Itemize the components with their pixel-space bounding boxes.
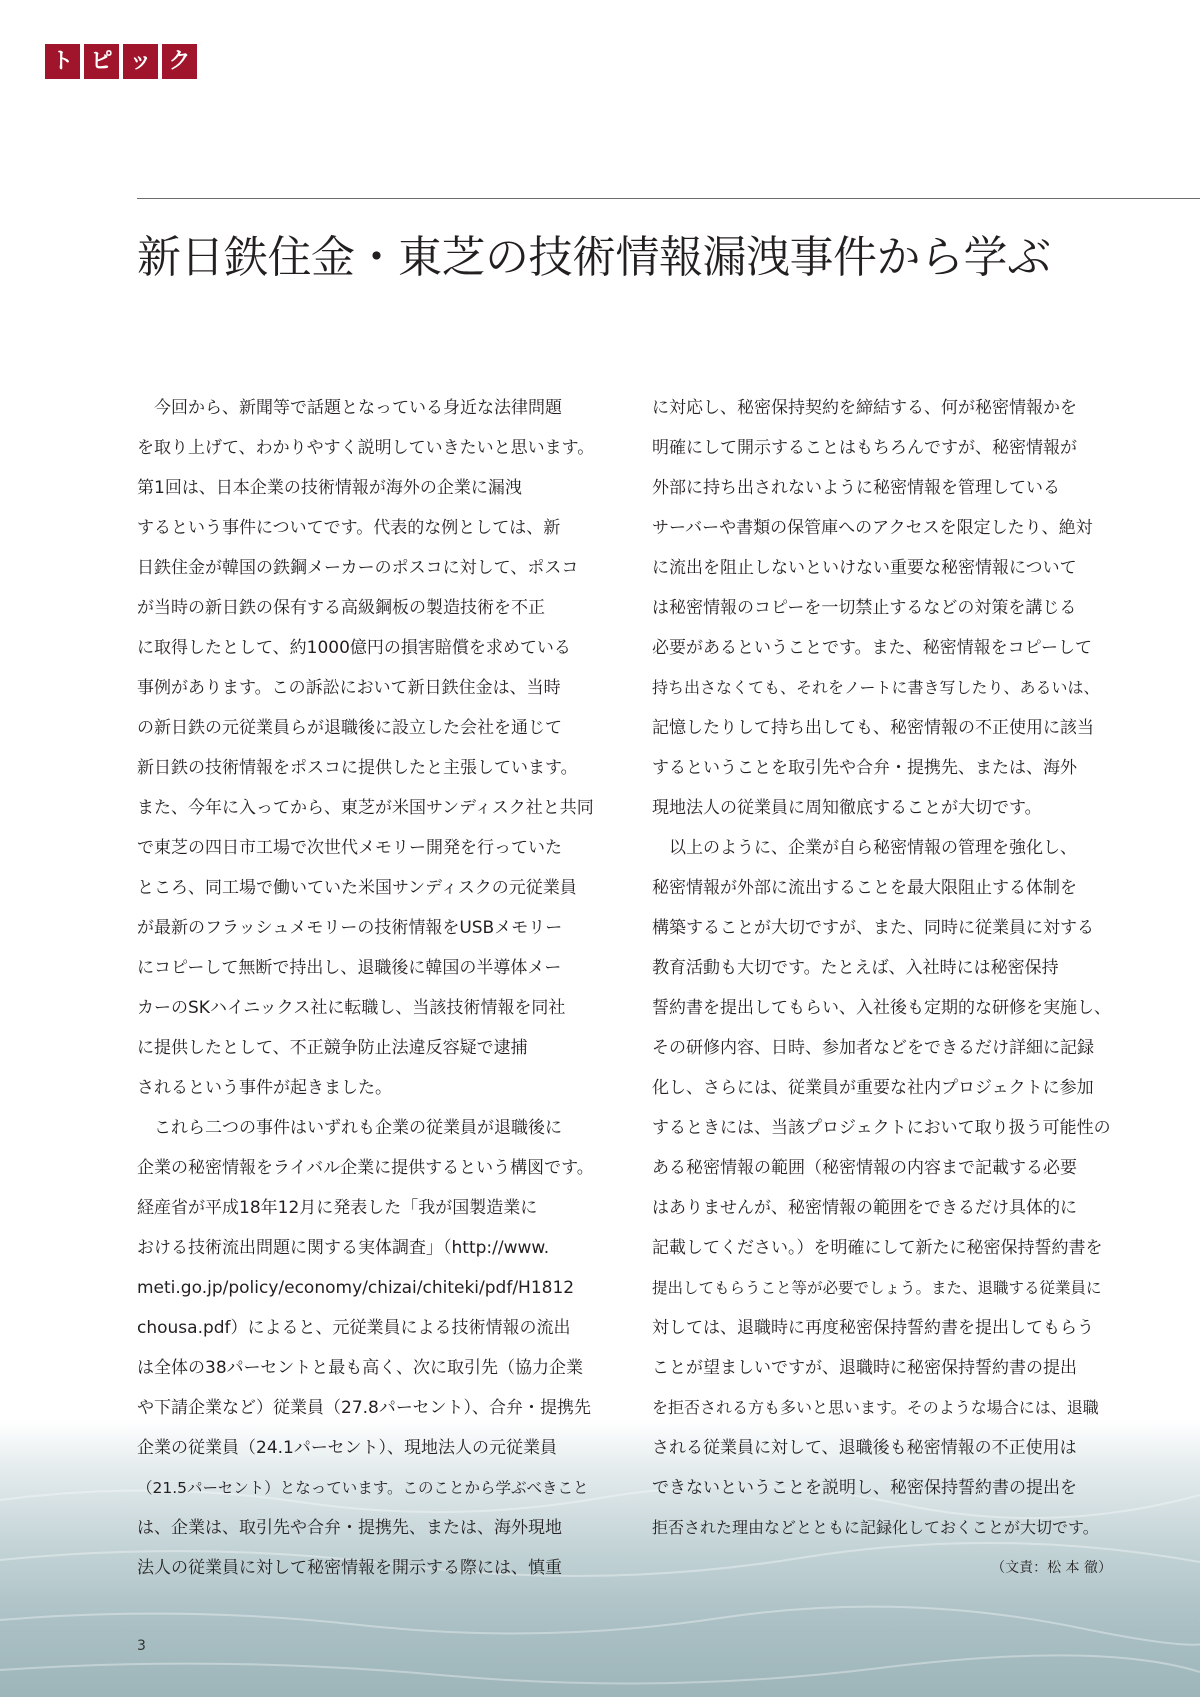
text-line: 化し、さらには、従業員が重要な社内プロジェクトに参加 bbox=[652, 1078, 1094, 1098]
text-line: や下請企業など）従業員（27.8パーセント）、合弁・提携先 bbox=[137, 1398, 592, 1418]
text-line: ところ、同工場で働いていた米国サンディスクの元従業員 bbox=[137, 878, 577, 898]
article-title: 新日鉄住金・東芝の技術情報漏洩事件から学ぶ bbox=[137, 232, 1051, 283]
text-line: これら二つの事件はいずれも企業の従業員が退職後に bbox=[137, 1118, 562, 1138]
text-line: 持ち出さなくても、それをノートに書き写したり、あるいは、 bbox=[652, 678, 1100, 697]
text-line: に提供したとして、不正競争防止法違反容疑で逮捕 bbox=[137, 1038, 528, 1058]
text-line: を取り上げて、わかりやすく説明していきたいと思います。 bbox=[137, 438, 595, 458]
text-line: 以上のように、企業が自ら秘密情報の管理を強化し、 bbox=[652, 838, 1077, 858]
text-line: の新日鉄の元従業員らが退職後に設立した会社を通じて bbox=[137, 718, 562, 738]
text-line: 事例があります。この訴訟において新日鉄住金は、当時 bbox=[137, 678, 561, 698]
right-column bbox=[652, 388, 1112, 1588]
text-line: 新日鉄の技術情報をポスコに提供したと主張しています。 bbox=[137, 758, 578, 778]
text-line: されるという事件が起きました。 bbox=[137, 1078, 392, 1098]
text-line: するという事件についてです。代表的な例としては、新 bbox=[137, 518, 561, 538]
text-line: カーのSKハイニックス社に転職し、当該技術情報を同社 bbox=[137, 998, 566, 1018]
text-line: で東芝の四日市工場で次世代メモリー開発を行っていた bbox=[137, 838, 562, 858]
text-line: 法人の従業員に対して秘密情報を開示する際には、慎重 bbox=[137, 1558, 562, 1578]
text-line: 拒否された理由などとともに記録化しておくことが大切です。 bbox=[652, 1518, 1099, 1537]
text-line: 日鉄住金が韓国の鉄鋼メーカーのポスコに対して、ポスコ bbox=[137, 558, 579, 578]
text-line: 教育活動も大切です。たとえば、入社時には秘密保持 bbox=[652, 958, 1059, 978]
text-line: 経産省が平成18年12月に発表した「我が国製造業に bbox=[137, 1198, 538, 1218]
text-line: を拒否される方も多いと思います。そのような場合には、退職 bbox=[652, 1398, 1099, 1417]
text-line: できないということを説明し、秘密保持誓約書の提出を bbox=[652, 1478, 1077, 1498]
text-line: 構築することが大切ですが、また、同時に従業員に対する bbox=[652, 918, 1094, 938]
title-divider bbox=[137, 198, 1200, 199]
text-line: はありませんが、秘密情報の範囲をできるだけ具体的に bbox=[652, 1198, 1077, 1218]
text-line: サーバーや書類の保管庫へのアクセスを限定したり、絶対 bbox=[652, 518, 1093, 538]
text-line: ことが望ましいですが、退職時に秘密保持誓約書の提出 bbox=[652, 1358, 1077, 1378]
text-line: 企業の従業員（24.1パーセント）、現地法人の元従業員 bbox=[137, 1438, 558, 1458]
text-line: は全体の38パーセントと最も高く、次に取引先（協力企業 bbox=[137, 1358, 583, 1378]
text-line: 現地法人の従業員に周知徹底することが大切です。 bbox=[652, 798, 1042, 818]
text-line: 秘密情報が外部に流出することを最大限阻止する体制を bbox=[652, 878, 1077, 898]
text-line: また、今年に入ってから、東芝が米国サンディスク社と共同 bbox=[137, 798, 594, 818]
topic-tab-char: ト bbox=[45, 44, 80, 79]
text-line: 今回から、新聞等で話題となっている身近な法律問題 bbox=[137, 398, 562, 418]
text-line: 提出してもらうこと等が必要でしょう。また、退職する従業員に bbox=[652, 1279, 1102, 1297]
text-line: するということを取引先や合弁・提携先、または、海外 bbox=[652, 758, 1077, 778]
text-line: は秘密情報のコピーを一切禁止するなどの対策を講じる bbox=[652, 598, 1077, 618]
text-line: にコピーして無断で持出し、退職後に韓国の半導体メー bbox=[137, 958, 562, 978]
text-line: に取得したとして、約1000億円の損害賠償を求めている bbox=[137, 638, 571, 658]
text-line: chousa.pdf）によると、元従業員による技術情報の流出 bbox=[137, 1318, 571, 1338]
text-line: に対応し、秘密保持契約を締結する、何が秘密情報かを bbox=[652, 398, 1077, 418]
text-line: ある秘密情報の範囲（秘密情報の内容まで記載する必要 bbox=[652, 1158, 1077, 1178]
text-line: 対しては、退職時に再度秘密保持誓約書を提出してもらう bbox=[652, 1318, 1094, 1338]
topic-label bbox=[45, 44, 197, 79]
text-line: 必要があるということです。また、秘密情報をコピーして bbox=[652, 638, 1092, 658]
text-line: が当時の新日鉄の保有する高級鋼板の製造技術を不正 bbox=[137, 598, 545, 618]
text-line: が最新のフラッシュメモリーの技術情報をUSBメモリー bbox=[137, 918, 563, 938]
text-line: （21.5パーセント）となっています。このことから学ぶべきこと bbox=[137, 1479, 589, 1497]
text-line: 企業の秘密情報をライバル企業に提供するという構図です。 bbox=[137, 1158, 594, 1178]
left-column bbox=[137, 388, 597, 1588]
text-line: 外部に持ち出されないように秘密情報を管理している bbox=[652, 478, 1060, 498]
text-line: その研修内容、日時、参加者などをできるだけ詳細に記録 bbox=[652, 1038, 1094, 1058]
text-line: 明確にして開示することはもちろんですが、秘密情報が bbox=[652, 438, 1077, 458]
text-line: meti.go.jp/policy/economy/chizai/chiteki/pdf/H1812 bbox=[137, 1278, 575, 1298]
text-line: 第1回は、日本企業の技術情報が海外の企業に漏洩 bbox=[137, 478, 522, 498]
topic-tab-char: ピ bbox=[84, 44, 119, 79]
text-line: 記憶したりして持ち出しても、秘密情報の不正使用に該当 bbox=[652, 718, 1094, 738]
topic-tab-char: ッ bbox=[123, 44, 158, 79]
text-line: おける技術流出問題に関する実体調査」（http://www. bbox=[137, 1238, 550, 1258]
text-line: するときには、当該プロジェクトにおいて取り扱う可能性の bbox=[652, 1118, 1111, 1138]
page-number: 3 bbox=[137, 1638, 146, 1654]
text-line: される従業員に対して、退職後も秘密情報の不正使用は bbox=[652, 1438, 1077, 1458]
text-line: 誓約書を提出してもらい、入社後も定期的な研修を実施し、 bbox=[652, 998, 1111, 1018]
text-line: に流出を阻止しないといけない重要な秘密情報について bbox=[652, 558, 1077, 578]
author-credit: （文責：松 本 徹） bbox=[991, 1560, 1112, 1576]
topic-tab-char: ク bbox=[162, 44, 197, 79]
text-line: 記載してください。）を明確にして新たに秘密保持誓約書を bbox=[652, 1238, 1103, 1258]
text-line: は、企業は、取引先や合弁・提携先、または、海外現地 bbox=[137, 1518, 562, 1538]
